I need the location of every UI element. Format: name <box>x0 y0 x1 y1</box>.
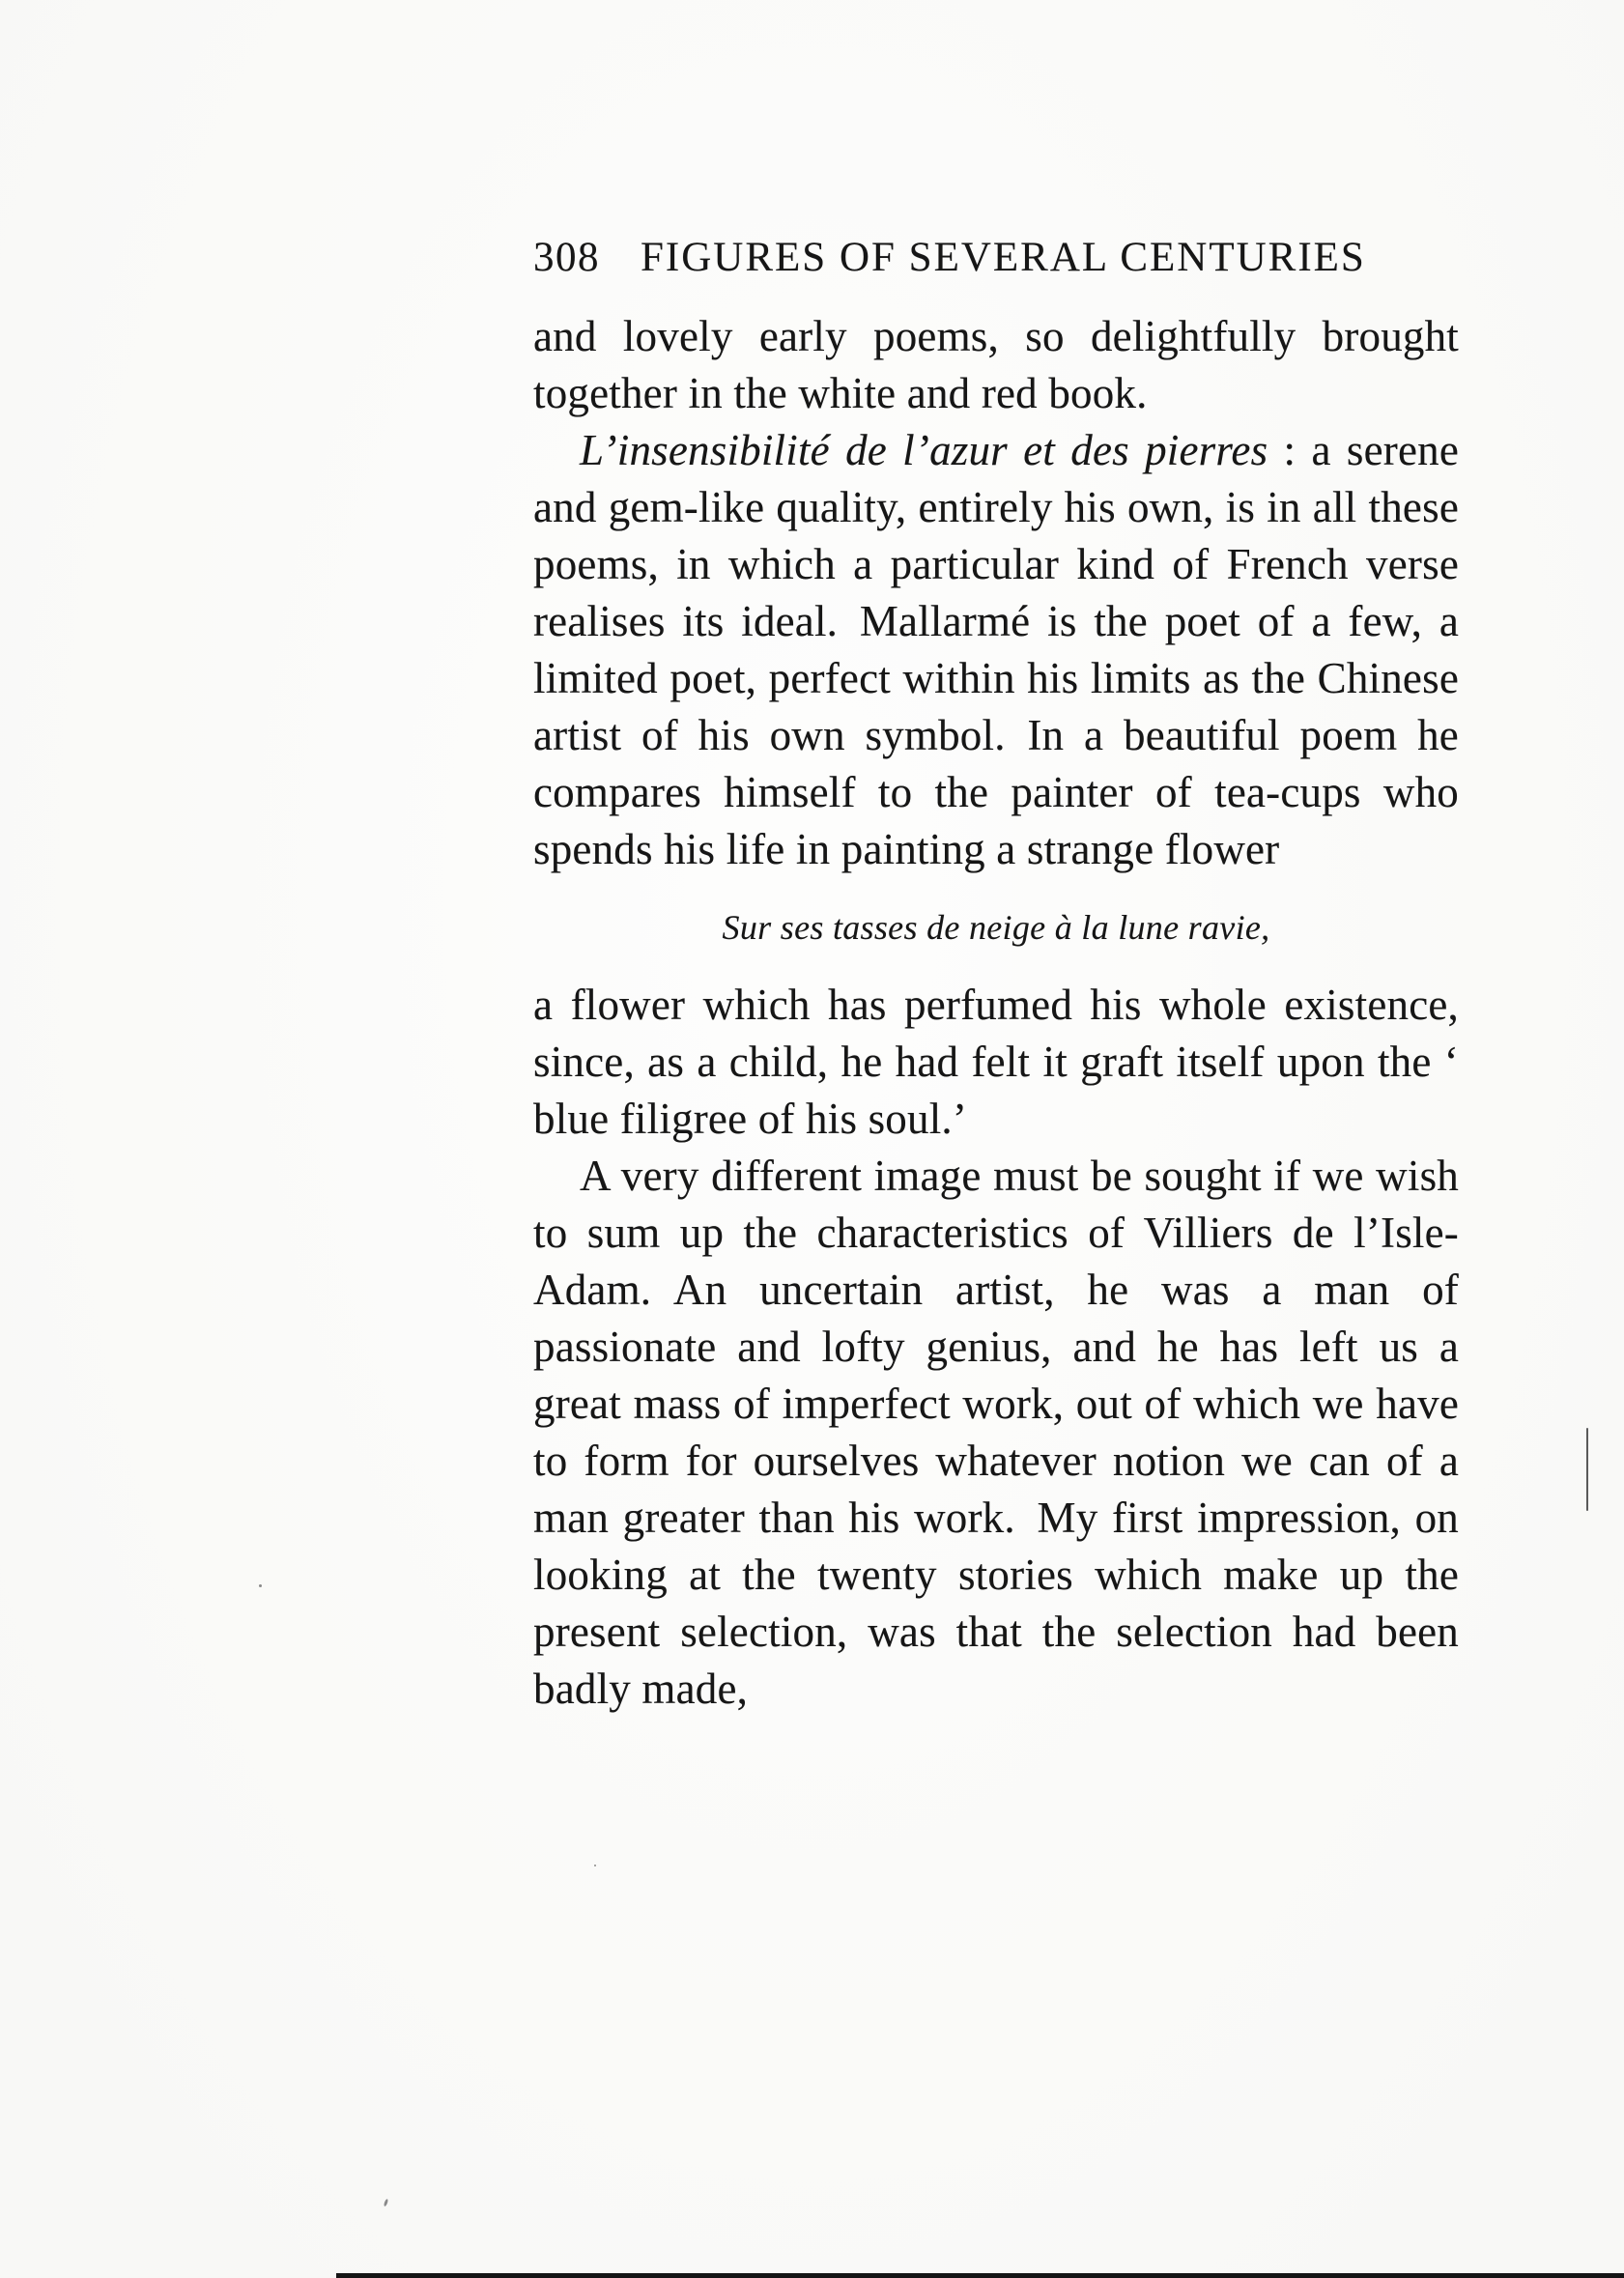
page-number: 308 <box>533 235 600 280</box>
paragraph-mallarme-text: : a serene and gem-like quality, entirely his own, is in all these poems, in which a particular kind of French verse realises its ideal. Mallarmé is the poet of a few, a limited poet, perfect within his limits as the Chinese artist of his own symbol. In a beautiful poem he compares himself to the painter of tea-cups who spends his life in painting a strange flower <box>533 426 1460 873</box>
paragraph-continuation: and lovely early poems, so delightfully brought together in the white and red book. <box>533 312 1459 417</box>
scan-speck <box>594 1865 596 1866</box>
scan-speck <box>384 2199 389 2207</box>
scan-artifact-bottom-edge <box>336 2273 1624 2278</box>
paragraph-mallarme <box>533 422 1459 878</box>
paragraph-villiers: A very different image must be sought if we wish to sum up the characteristics of Villiers de l’Isle-Adam. An uncertain artist, he was a man of passionate and lofty genius, and he has left us a great mass of imperfect work, out of which we have to form for ourselves whatever notion we can of a man greater than his work. My first impression, on looking at the twenty stories which make up the present selection, was that the selection had been badly made, <box>533 1152 1459 1713</box>
header-title: FIGURES OF SEVERAL CENTURIES <box>641 235 1366 280</box>
french-phrase-italic: L’insensibilité de l’azur et des pierres <box>580 426 1268 474</box>
scan-artifact-vertical-mark <box>1586 1428 1588 1511</box>
scan-speck <box>259 1584 262 1587</box>
paragraph-flower: a flower which has perfumed his whole existence, since, as a child, he had felt it graft itself upon the ‘ blue filigree of his soul.’ <box>533 981 1459 1143</box>
running-header <box>533 234 1459 281</box>
verse-quotation: Sur ses tasses de neige à la lune ravie, <box>722 908 1270 947</box>
text-block <box>533 234 1459 1718</box>
